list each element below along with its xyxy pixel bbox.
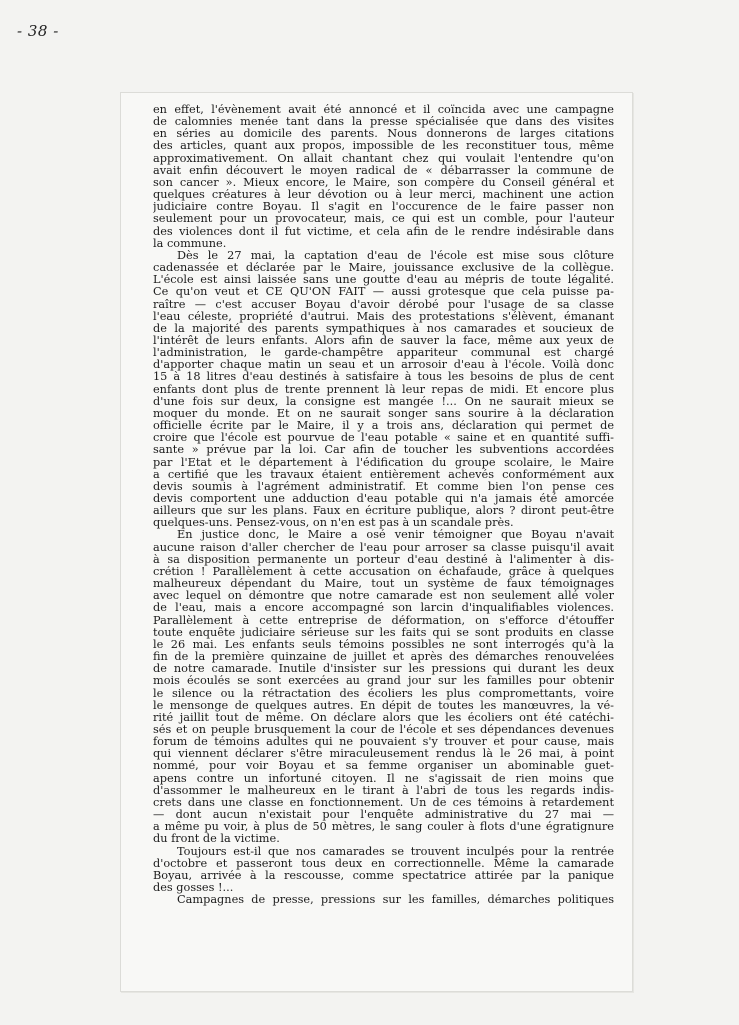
text-line: l'administration, le garde-champêtre appariteur communal est chargé	[153, 347, 614, 360]
text-line: apens contre un infortuné citoyen. Il ne s'agissait de rien moins que	[153, 772, 614, 785]
text-line: Ce qu'on veut et CE QU'ON FAIT — aussi grotesque que cela puisse pa-	[153, 286, 614, 299]
text-line: d'une fois sur deux, la consigne est mangée !... On ne saurait mieux se	[153, 395, 614, 408]
text-line: nommé, pour voir Boyau et sa femme organiser un abominable guet-	[153, 760, 614, 773]
text-line: avec lequel on démontre que notre camarade est non seulement allé voler	[153, 590, 614, 603]
text-line: officielle écrite par le Maire, il y a trois ans, déclaration qui permet de	[153, 420, 614, 433]
text-line: crétion ! Parallèlement à cette accusation on échafaude, grâce à quelques	[153, 565, 614, 578]
text-line: toute enquête judiciaire sérieuse sur les faits qui se sont produits en classe	[153, 626, 614, 639]
text-line: croire que l'école est pourvue de l'eau potable « saine et en quantité suffi-	[153, 432, 614, 445]
text-line: quelques créatures à leur dévotion ou à leur merci, machinent une action	[153, 189, 614, 202]
page-number: - 38 -	[17, 22, 59, 40]
text-line: approximativement. On allait chantant chez qui voulait l'entendre qu'on	[153, 152, 614, 165]
text-line: quelques-uns. Pensez-vous, on n'en est pas à un scandale près.	[153, 517, 514, 530]
text-line: des violences dont il fut victime, et cela afin de le rendre indésirable dans	[153, 225, 614, 238]
text-line: enfants dont plus de trente prennent là leur repas de midi. Et encore plus	[153, 383, 614, 396]
text-line: mois écoulés se sont exercées au grand jour sur les familles pour obtenir	[153, 675, 614, 688]
text-line: raître — c'est accuser Boyau d'avoir dérobé pour l'usage de sa classe	[153, 298, 614, 311]
text-line: l'intérêt de leurs enfants. Alors afin de sauver la face, même aux yeux de	[153, 334, 614, 347]
text-line: Parallèlement à cette entreprise de déformation, on s'efforce d'étouffer	[153, 614, 614, 627]
paragraph-start: Campagnes de presse, pressions sur les familles, démarches politiques	[177, 894, 614, 907]
text-line: avait enfin découvert le moyen radical de « débarrasser la commune de	[153, 164, 614, 177]
text-line: sante » prévue par la loi. Car afin de toucher les subventions accordées	[153, 444, 614, 457]
text-line: d'octobre et passeront tous deux en correctionnelle. Même la camarade	[153, 857, 614, 870]
text-line: ailleurs que sur les plans. Faux en écriture publique, alors ? diront peut-être	[153, 505, 614, 518]
text-line: rité jaillit tout de même. On déclare alors que les écoliers ont été catéchi-	[153, 711, 614, 724]
text-line: d'assommer le malheureux en le tirant à l'abri de tous les regards indis-	[153, 784, 614, 797]
text-line: a certifié que les travaux étaient entièrement achevés conformément aux	[153, 468, 614, 481]
text-line: seulement pour un provocateur, mais, ce qui est un comble, pour l'auteur	[153, 213, 614, 226]
text-line: sés et on peuple brusquement la cour de l'école et ses dépendances devenues	[153, 723, 614, 736]
text-line: qui viennent déclarer s'être miraculeusement rendus là le 26 mai, à point	[153, 748, 614, 761]
text-line: de calomnies menée tant dans la presse spécialisée que dans des visites	[153, 116, 614, 129]
text-line: de la majorité des parents sympathiques à nos camarades et soucieux de	[153, 322, 614, 335]
text-line: en séries au domicile des parents. Nous donnerons de larges citations	[153, 128, 614, 141]
text-line: fin de la première quinzaine de juillet et après des démarches renouvelées	[153, 651, 614, 664]
text-line: — dont aucun n'existait pour l'enquête administrative du 27 mai —	[153, 809, 614, 822]
text-line: son cancer ». Mieux encore, le Maire, son compère du Conseil général et	[153, 176, 614, 189]
text-line: le silence ou la rétractation des écoliers les plus compromettants, voire	[153, 687, 614, 700]
text-line: des gosses !...	[153, 882, 234, 894]
text-line: en effet, l'évènement avait été annoncé et il coïncida avec une campagne	[153, 104, 614, 116]
text-line: l'eau céleste, propriété d'autrui. Mais des protestations s'élèvent, émanant	[153, 310, 614, 323]
text-line: de notre camarade. Inutile d'insister sur les pressions qui durant les deux	[153, 663, 614, 676]
text-line: judiciaire contre Boyau. Il s'agit en l'occurence de le faire passer non	[153, 201, 614, 214]
text-line: d'apporter chaque matin un seau et un arrosoir d'eau à l'école. Voilà donc	[153, 359, 614, 372]
paragraph-start: En justice donc, le Maire a osé venir témoigner que Boyau n'avait	[177, 529, 614, 542]
text-line: L'école est ainsi laissée sans une goutte d'eau au mépris de toute légalité.	[153, 274, 614, 287]
text-line: devis comportent une adduction d'eau potable qui n'a jamais été amorcée	[153, 493, 614, 505]
text-line: du front de la victime.	[153, 833, 280, 846]
text-line: a même pu voir, à plus de 50 mètres, le sang couler à flots d'une égratignure	[153, 821, 614, 834]
text-line: à sa disposition permanente un porteur d'eau destiné à l'alimenter à dis-	[153, 553, 614, 566]
text-line: de l'eau, mais a encore accompagné son larcin d'inqualifiables violences.	[153, 602, 614, 615]
text-line: aucune raison d'aller chercher de l'eau pour arroser sa classe puisqu'il avait	[153, 541, 614, 554]
paragraph-start: Dès le 27 mai, la captation d'eau de l'école est mise sous clôture	[177, 249, 614, 262]
text-line: moquer du monde. Et on ne saurait songer sans sourire à la déclaration	[153, 407, 614, 420]
text-line: le mensonge de quelques autres. En dépit de toutes les manœuvres, la vé-	[153, 699, 614, 712]
paragraph-start: Toujours est-il que nos camarades se trouvent inculpés pour la rentrée	[177, 845, 614, 858]
text-line: par l'Etat et le département à l'édification du groupe scolaire, le Maire	[153, 456, 614, 469]
text-line: 15 à 18 litres d'eau destinés à satisfaire à tous les besoins de plus de cent	[153, 371, 614, 384]
text-line: forum de témoins adultes qui ne pouvaient s'y trouver et pour cause, mais	[153, 736, 614, 749]
text-line: cadenassée et déclarée par le Maire, jouissance exclusive de la collègue.	[153, 262, 614, 275]
article-text	[153, 104, 614, 906]
text-line: Boyau, arrivée à la rescousse, comme spectatrice attirée par la panique	[153, 869, 614, 882]
text-line: malheureux dépendant du Maire, tout un système de faux témoignages	[153, 578, 614, 591]
text-line: la commune.	[153, 237, 227, 250]
text-line: crets dans une classe en fonctionnement. Un de ces témoins à retardement	[153, 796, 614, 809]
text-line: des articles, quant aux propos, impossible de les reconstituer tous, même	[153, 140, 614, 153]
text-line: devis soumis à l'agrément administratif. Et comme bien l'on pense ces	[153, 480, 614, 493]
text-line: le 26 mai. Les enfants seuls témoins possibles ne sont interrogés qu'à la	[153, 638, 614, 651]
